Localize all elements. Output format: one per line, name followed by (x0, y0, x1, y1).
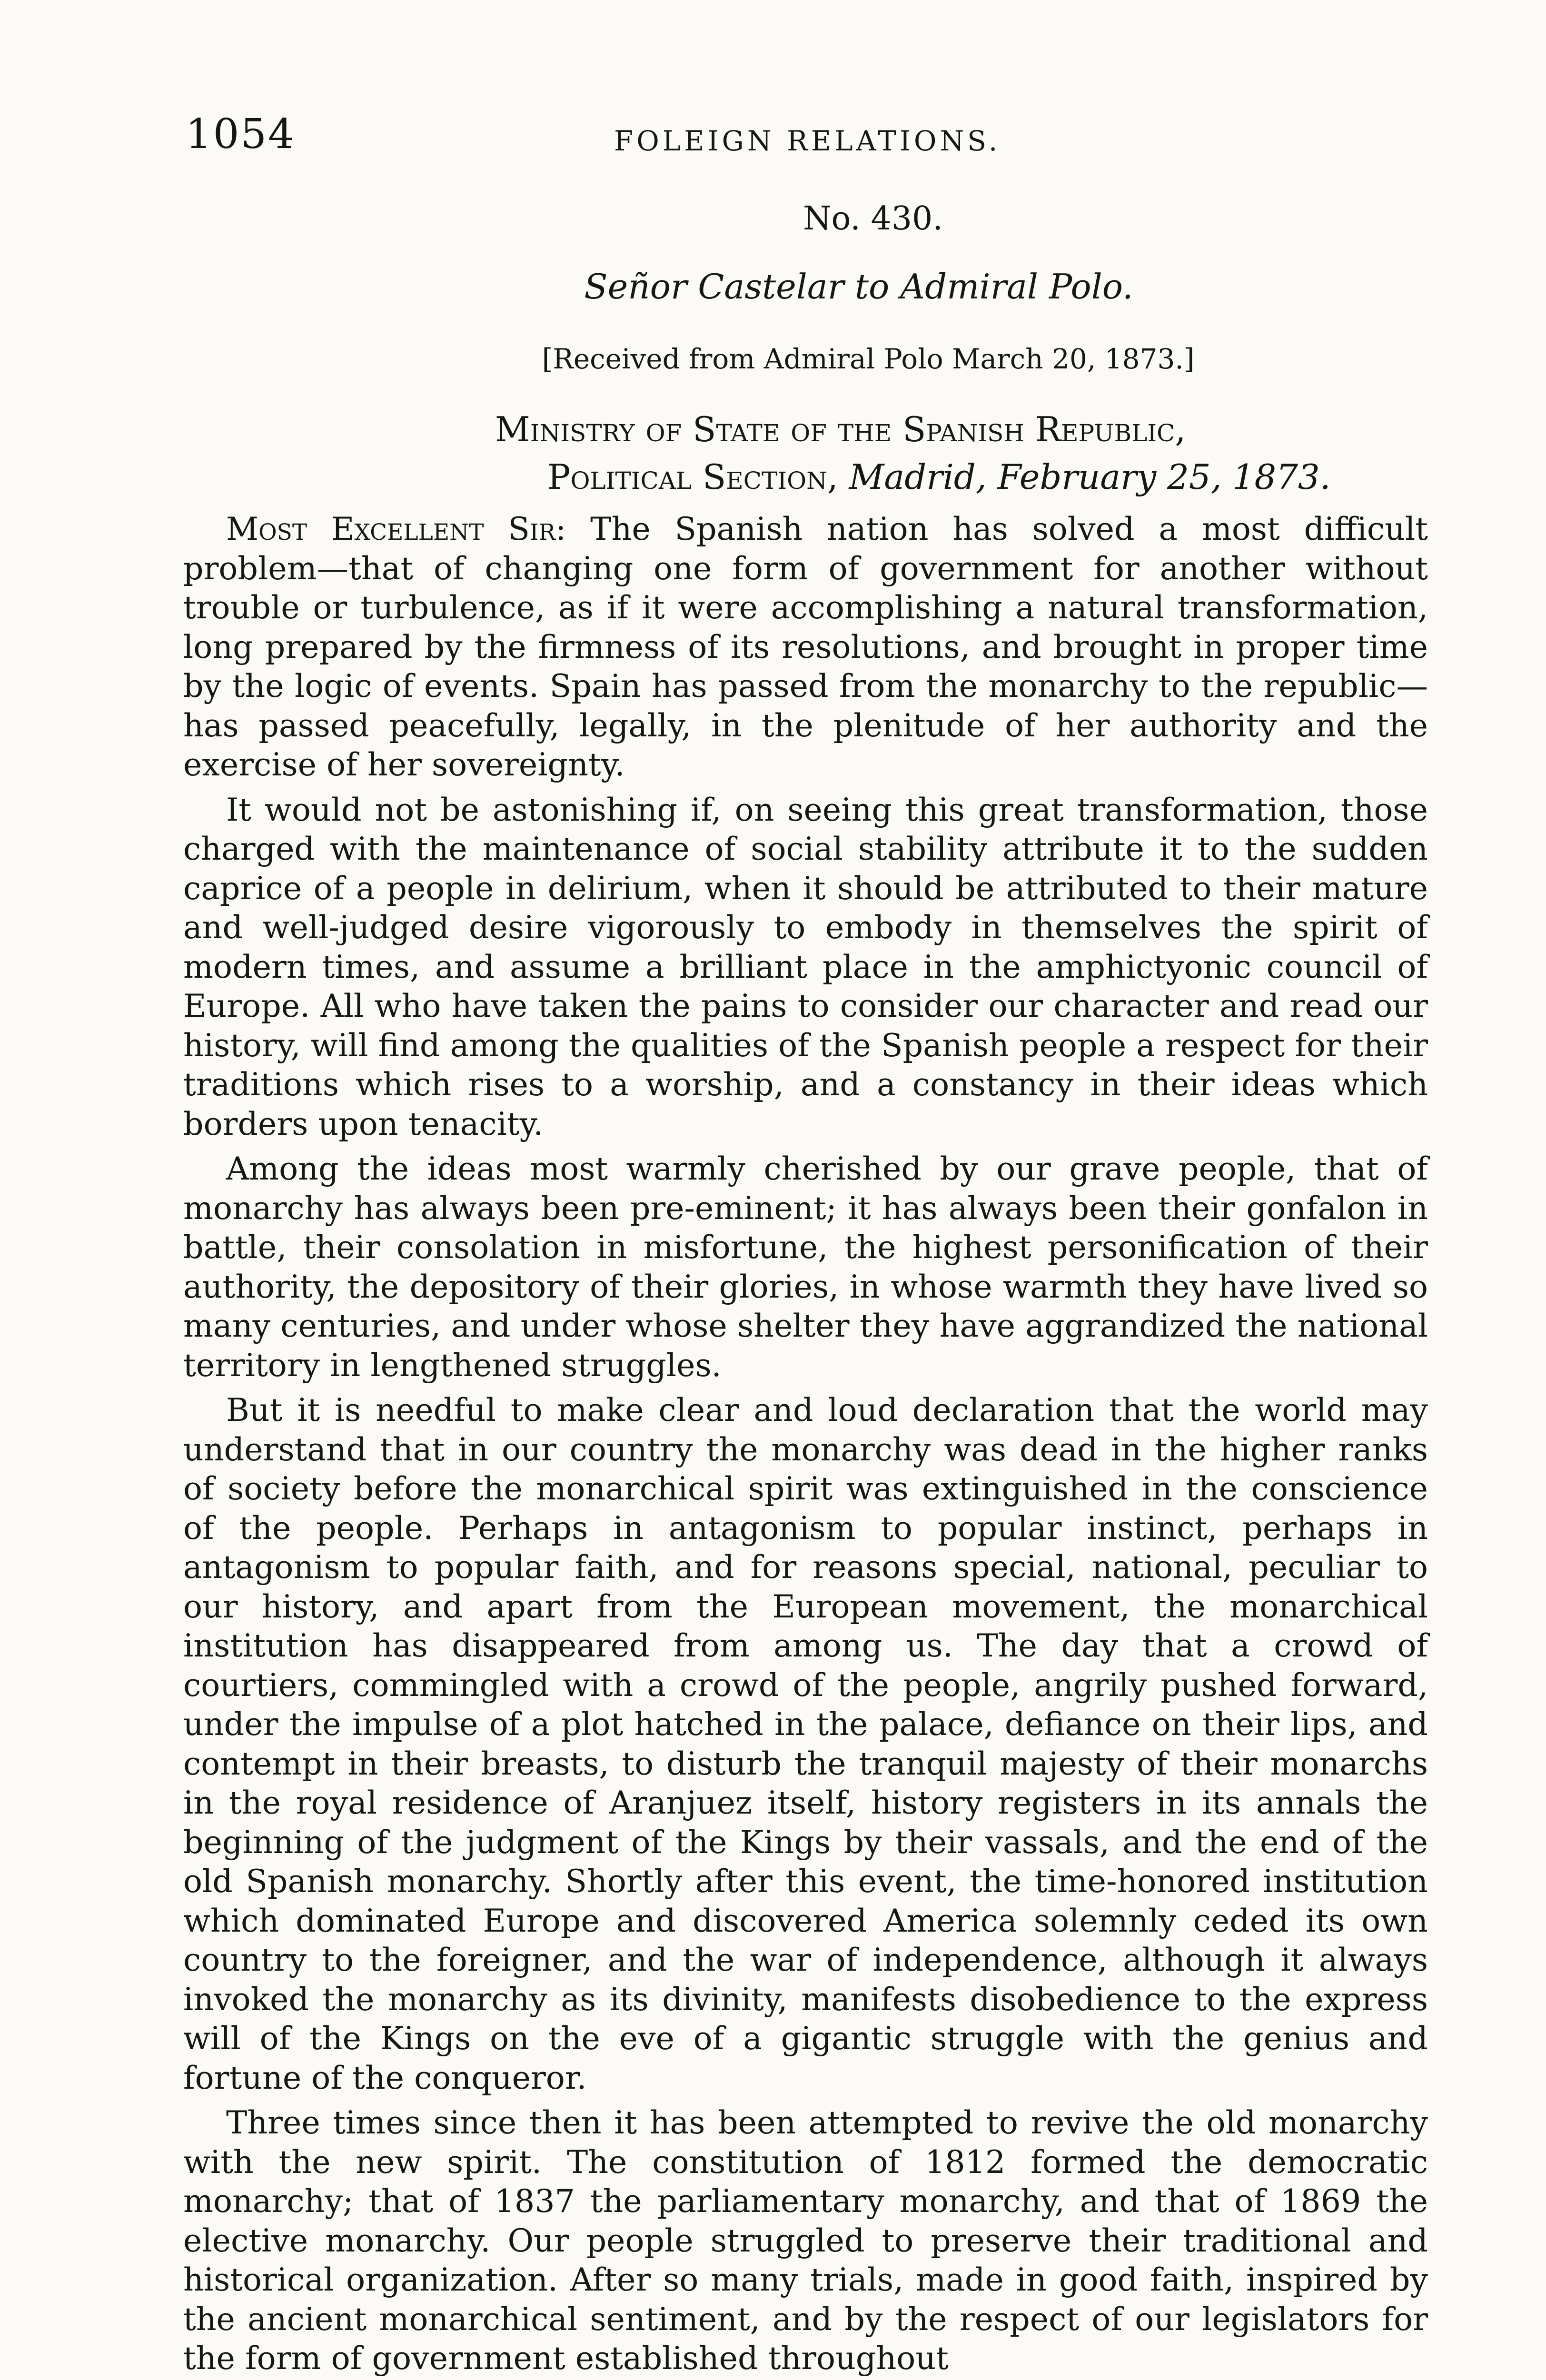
paragraph-1-text: The Spanish nation has solved a most difficult problem—that of changing one form of government for another without trouble or turbulence, as if it were accomplishing a natural transformation, long prepared by the firmness of its resolutions, and brought in proper time by the logic of events. Spain has passed from the monarchy to the republic—has passed peacefully, legally, in the plenitude of her authority and the exercise of her sovereignty. (183, 510, 1428, 783)
section-label: Political Section, (547, 457, 838, 497)
place-date: Madrid, February 25, 1873. (849, 457, 1331, 497)
page-number: 1054 (186, 110, 296, 158)
paragraph-5: Three times since then it has been attempted to revive the old monarchy with the new spirit. The constitution of 1812 formed the democratic monarchy; that of 1837 the parliamentary monarchy, and that of 1869 the elective monarchy. Our people struggled to preserve their traditional and historical organization. After so many trials, made in good faith, inspired by the ancient monarchical sentiment, and by the respect of our legislators for the form of government established throughout (183, 2104, 1428, 2377)
received-note: [Received from Admiral Polo March 20, 1873.] (542, 343, 1195, 375)
running-head: FOLEIGN RELATIONS. (614, 125, 1001, 157)
section-date-line (547, 457, 1331, 497)
letter-body (183, 509, 1428, 2380)
document-subject: Señor Castelar to Admiral Polo. (584, 267, 1133, 307)
document-number: No. 430. (803, 200, 943, 238)
ministry-line: Ministry of State of the Spanish Republic, (495, 409, 1186, 449)
paragraph-4: But it is needful to make clear and loud declaration that the world may understand that in our country the monarchy was dead in the higher ranks of society before the monarchical spirit was extinguished in the conscience of the people. Perhaps in antagonism to popular instinct, perhaps in antagonism to popular faith, and for reasons special, national, peculiar to our history, and apart from the European movement, the monarchical institution has disappeared from among us. The day that a crowd of courtiers, commingled with a crowd of the people, angrily pushed forward, under the impulse of a plot hatched in the palace, defiance on their lips, and contempt in their breasts, to disturb the tranquil majesty of their monarchs in the royal residence of Aranjuez itself, history registers in its annals the beginning of the judgment of the Kings by their vassals, and the end of the old Spanish monarchy. Shortly after this event, the time-honored institution which dominated Europe and discovered America solemnly ceded its own country to the foreigner, and the war of independence, although it always invoked the monarchy as its divinity, manifests disobedience to the express will of the Kings on the eve of a gigantic struggle with the genius and fortune of the conqueror. (183, 1391, 1428, 2096)
paragraph-2: It would not be astonishing if, on seeing this great transformation, those charged with the maintenance of social stability attribute it to the sudden caprice of a people in delirium, when it should be attributed to their mature and well-judged desire vigorously to embody in themselves the spirit of modern times, and assume a brilliant place in the amphictyonic council of Europe. All who have taken the pains to consider our character and read our history, will find among the qualities of the Spanish people a respect for their traditions which rises to a worship, and a constancy in their ideas which borders upon tenacity. (183, 791, 1428, 1142)
paragraph-3: Among the ideas most warmly cherished by our grave people, that of monarchy has always been pre-eminent; it has always been their gonfalon in battle, their consolation in misfortune, the highest personification of their authority, the depository of their glories, in whose warmth they have lived so many centuries, and under whose shelter they have aggrandized the national territory in lengthened struggles. (183, 1150, 1428, 1384)
paragraph-1 (183, 509, 1428, 784)
salutation: Most Excellent Sir: (226, 510, 566, 547)
